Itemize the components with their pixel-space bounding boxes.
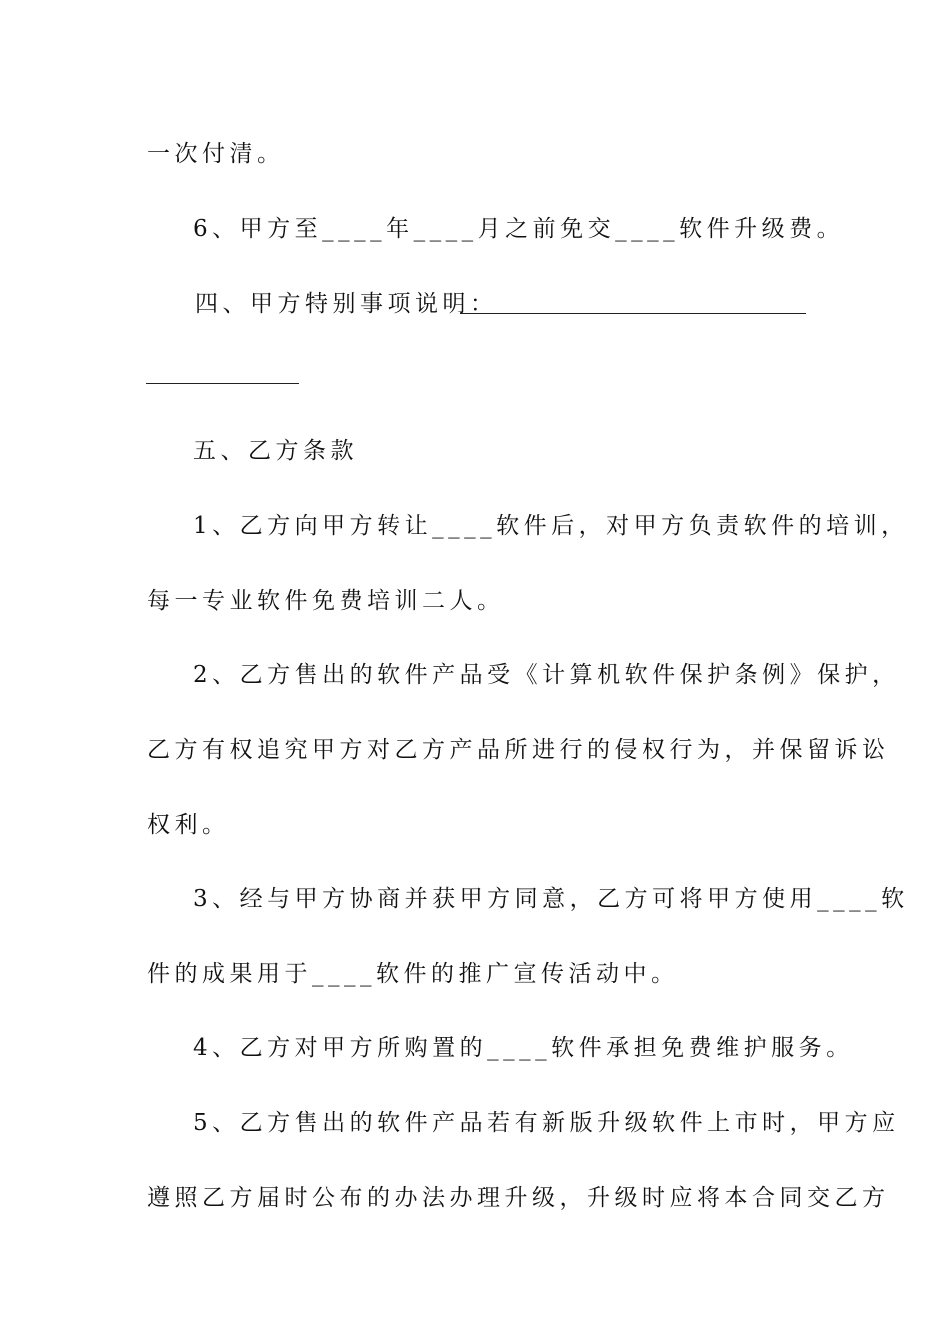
clause-5-5-line-1: 5、乙方售出的软件产品若有新版升级软件上市时，甲方应 xyxy=(193,1110,900,1136)
clause-6-upgrade-fee: 6、甲方至____年____月之前免交____软件升级费。 xyxy=(193,216,845,242)
clause-5-1-line-2: 每一专业软件免费培训二人。 xyxy=(147,588,505,614)
clause-5-3-line-2: 件的成果用于____软件的推广宣传活动中。 xyxy=(147,961,679,987)
blank-underline-2 xyxy=(146,383,299,384)
section-5-heading: 五、乙方条款 xyxy=(193,438,358,464)
clause-5-2-line-3: 权利。 xyxy=(147,812,230,838)
text-line-payment: 一次付清。 xyxy=(147,141,285,167)
clause-5-5-line-2: 遵照乙方届时公布的办法办理升级，升级时应将本合同交乙方 xyxy=(147,1185,890,1211)
clause-5-2-line-1: 2、乙方售出的软件产品受《计算机软件保护条例》保护， xyxy=(193,662,900,688)
clause-5-2-line-2: 乙方有权追究甲方对乙方产品所进行的侵权行为，并保留诉讼 xyxy=(147,737,890,763)
blank-underline-1 xyxy=(460,313,806,314)
section-4-heading: 四、甲方特别事项说明： xyxy=(195,291,498,317)
clause-5-1-line-1: 1、乙方向甲方转让____软件后，对甲方负责软件的培训， xyxy=(193,513,909,539)
clause-5-3-line-1: 3、经与甲方协商并获甲方同意，乙方可将甲方使用____软 xyxy=(193,886,909,912)
clause-5-4: 4、乙方对甲方所购置的____软件承担免费维护服务。 xyxy=(193,1035,854,1061)
